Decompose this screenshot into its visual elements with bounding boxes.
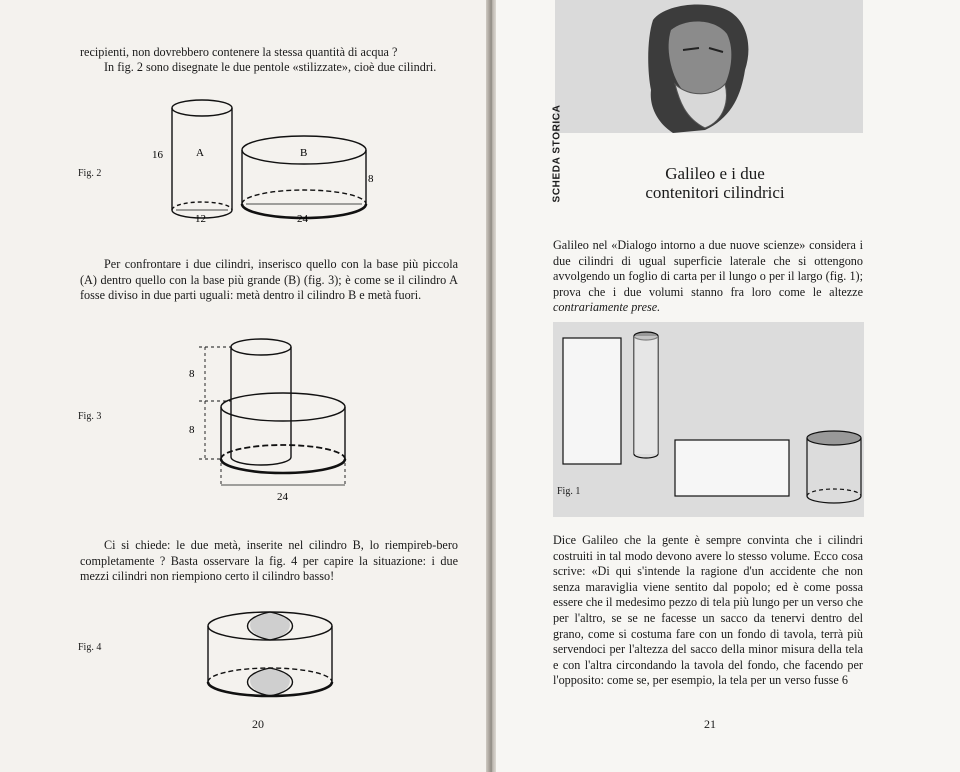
paragraph-galileo-intro: Galileo nel «Dialogo intorno a due nuove scienze» considera i due cilindri di ugual superficie laterale che si ottengono avvolgendo un foglio di carta per il lungo o per il largo (fig. 1); prova che i due volumi stanno fra loro come le altezze contrariamente prese. <box>553 238 863 315</box>
fig2-base-b: 24 <box>297 213 308 225</box>
fig4-diagram <box>200 608 340 700</box>
paragraph-galileo-quote: Dice Galileo che la gente è sempre convinta che i cilindri costruiti in tal modo devono avere lo stesso volume. Ecco cosa scrive: «Di qui s'intende la ragione d'un accidente che non senza maraviglia viene sentito dal popolo; ed è come possa essere che il medesimo pezzo di tela più lungo per un verso che per l'altro, se se ne facesse un sacco da tenervi dentro del grano, come si costuma fare con un fondo di tavola, terrà più servendoci per l'altezza del sacco della minor misura della tela e con l'altra circondando la tavola del fondo, che facendo per l'opposito: come se, per esempio, la tela per un verso fusse 6 <box>553 533 863 688</box>
emphasis-contrariamente: contrariamente prese. <box>553 300 661 315</box>
fig2-height-b: 8 <box>368 173 374 185</box>
fig3-lower-height: 8 <box>189 424 195 436</box>
paragraph-fig3-intro: Per confrontare i due cilindri, inserisco quello con la base più piccola (A) dentro quello con la base più grande (B) (fig. 3); è come se il cilindro A fosse diviso in due parti uguali: metà dentro il cilindro B e metà fuori. <box>80 257 458 303</box>
paragraph-intro: recipienti, non dovrebbero contenere la stessa quantità di acqua ? <box>80 45 398 59</box>
fig2-letter-a: A <box>196 147 204 159</box>
section-title-line1: Galileo e i due <box>665 164 765 183</box>
fig2-base-a: 12 <box>195 213 206 225</box>
page-number-right: 21 <box>704 717 716 731</box>
fig3-diagram <box>185 335 365 505</box>
fig4-label: Fig. 4 <box>78 642 102 653</box>
fig2-label: Fig. 2 <box>78 168 102 179</box>
paragraph-fig2-intro: In fig. 2 sono disegnate le due pentole «stilizzate», cioè due cilindri. <box>104 60 437 74</box>
fig3-upper-height: 8 <box>189 368 195 380</box>
page-number-left: 20 <box>252 717 264 731</box>
side-label-scheda-storica: SCHEDA STORICA <box>551 104 563 203</box>
galileo-portrait-image <box>555 0 863 133</box>
fig1-diagram <box>553 322 864 517</box>
fig1-label: Fig. 1 <box>557 486 581 497</box>
fig2-diagram <box>140 98 390 238</box>
fig3-base: 24 <box>277 491 288 503</box>
galileo-portrait-icon <box>555 0 863 133</box>
fig2-letter-b: B <box>300 147 308 159</box>
section-title <box>600 164 830 202</box>
paragraph-fig4-intro: Ci si chiede: le due metà, inserite nel cilindro B, lo riempireb-bero completamente ? Basta osservare la fig. 4 per capire la situazione: i due mezzi cilindri non riempiono certo il cilindro basso! <box>80 538 458 584</box>
section-title-line2: contenitori cilindrici <box>645 183 785 202</box>
fig3-label: Fig. 3 <box>78 411 102 422</box>
fig2-height-a: 16 <box>152 149 163 161</box>
